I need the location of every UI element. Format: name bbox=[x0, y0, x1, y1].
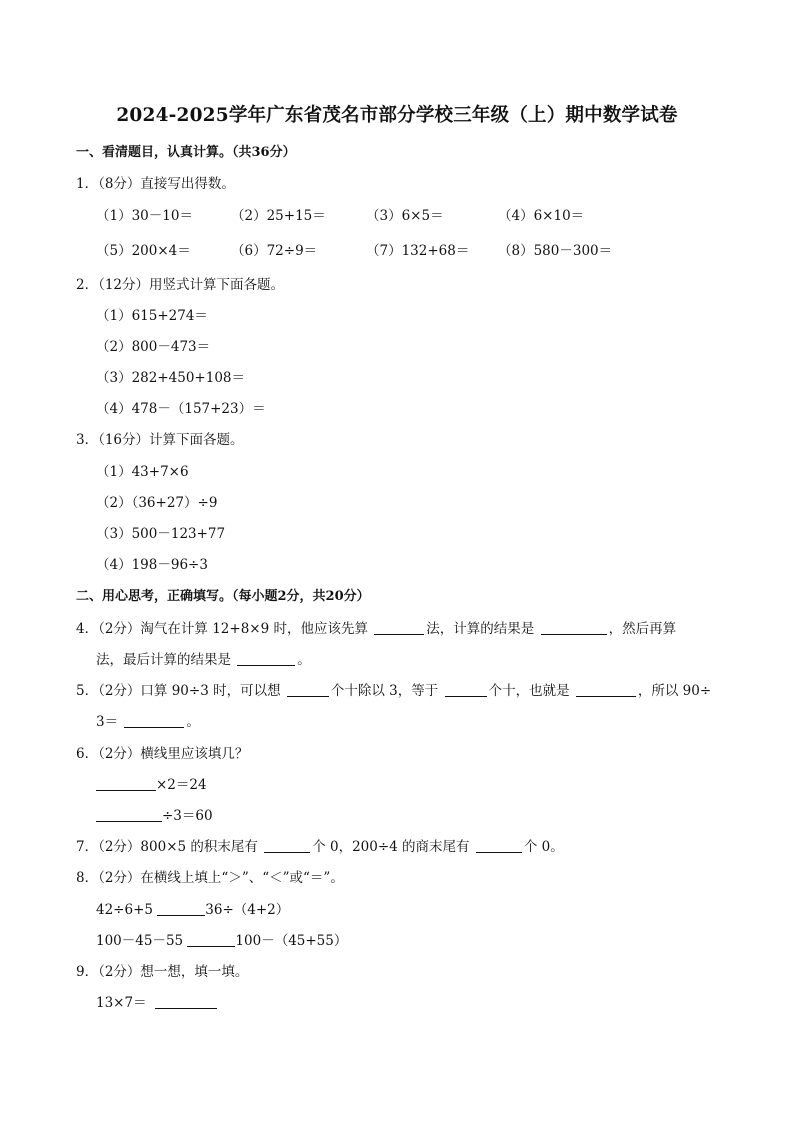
q8-blank-2[interactable] bbox=[187, 933, 235, 947]
q8-blank-1[interactable] bbox=[157, 902, 205, 916]
question-5-line-2 bbox=[96, 714, 200, 730]
q1-item-2: （2）25+15＝ bbox=[231, 208, 326, 224]
q3-item-3: （3）500－123+77 bbox=[96, 526, 226, 542]
q5-blank-2[interactable] bbox=[445, 683, 487, 697]
q9-text-1: 13×7＝ bbox=[96, 995, 147, 1011]
q8-line-1 bbox=[96, 902, 289, 918]
question-4-line-2 bbox=[96, 652, 311, 668]
question-7 bbox=[76, 839, 564, 855]
question-1-stem: 1．（8分）直接写出得数。 bbox=[76, 176, 235, 192]
question-8-stem: 8．（2分）在横线上填上“＞”、“＜”或“＝”。 bbox=[76, 870, 344, 886]
q8-text-2a: 100－45－55 bbox=[96, 933, 184, 949]
q1-item-8: （8）580－300＝ bbox=[498, 243, 613, 259]
q8-text-1a: 42÷6+5 bbox=[96, 902, 153, 918]
q1-item-3: （3）6×5＝ bbox=[366, 208, 444, 224]
question-5-line-1 bbox=[76, 683, 711, 699]
q3-item-2: （2）（36+27）÷9 bbox=[96, 495, 218, 511]
q5-text-2: 个十除以 3，等于 bbox=[330, 683, 439, 699]
q6-text-1: ×2＝24 bbox=[156, 777, 207, 793]
q8-text-2b: 100－（45+55） bbox=[235, 933, 348, 949]
q4-text-5: 。 bbox=[297, 652, 311, 668]
q6-blank-1[interactable] bbox=[96, 777, 156, 791]
page-title: 2024-2025学年广东省茂名市部分学校三年级（上）期中数学试卷 bbox=[116, 105, 678, 126]
q4-text-1: 4．（2分）淘气在计算 12+8×9 时，他应该先算 bbox=[76, 621, 368, 637]
q4-blank-1[interactable] bbox=[374, 621, 424, 635]
q4-text-4: 法，最后计算的结果是 bbox=[96, 652, 231, 668]
question-4-line-1 bbox=[76, 621, 676, 637]
q2-item-4: （4）478－（157+23）＝ bbox=[96, 401, 266, 417]
question-6-stem: 6．（2分）横线里应该填几？ bbox=[76, 746, 249, 762]
q7-text-1: 7．（2分）800×5 的积末尾有 bbox=[76, 839, 258, 855]
q5-text-6: 。 bbox=[186, 714, 200, 730]
section-2-heading: 二、用心思考，正确填写。（每小题2分，共20分） bbox=[76, 589, 370, 604]
q6-line-2 bbox=[96, 808, 213, 824]
q3-item-1: （1）43+7×6 bbox=[96, 464, 189, 480]
q6-text-2: ÷3＝60 bbox=[162, 808, 213, 824]
question-9-stem: 9．（2分）想一想，填一填。 bbox=[76, 964, 249, 980]
q5-blank-1[interactable] bbox=[287, 683, 329, 697]
q5-text-1: 5．（2分）口算 90÷3 时，可以想 bbox=[76, 683, 281, 699]
q8-line-2 bbox=[96, 933, 347, 949]
q1-item-4: （4）6×10＝ bbox=[498, 208, 585, 224]
q5-text-4: ，所以 90÷ bbox=[637, 683, 712, 699]
q2-item-3: （3）282+450+108＝ bbox=[96, 370, 246, 386]
q5-text-5: 3＝ bbox=[96, 714, 119, 730]
question-3-stem: 3．（16分）计算下面各题。 bbox=[76, 432, 244, 448]
q6-line-1 bbox=[96, 777, 207, 793]
q3-item-4: （4）198－96÷3 bbox=[96, 557, 208, 573]
q7-blank-2[interactable] bbox=[476, 839, 522, 853]
q7-text-2: 个 0，200÷4 的商末尾有 bbox=[312, 839, 470, 855]
q5-blank-4[interactable] bbox=[124, 714, 184, 728]
q4-text-3: ，然后再算 bbox=[608, 621, 677, 637]
q4-blank-2[interactable] bbox=[541, 621, 607, 635]
section-1-heading: 一、看清题目，认真计算。（共36分） bbox=[76, 145, 296, 160]
q6-blank-2[interactable] bbox=[96, 808, 162, 822]
q4-blank-3[interactable] bbox=[237, 652, 295, 666]
q2-item-2: （2）800－473＝ bbox=[96, 339, 211, 355]
q5-text-3: 个十，也就是 bbox=[488, 683, 570, 699]
q1-item-7: （7）132+68＝ bbox=[366, 243, 470, 259]
q5-blank-3[interactable] bbox=[576, 683, 636, 697]
q8-text-1b: 36÷（4+2） bbox=[205, 902, 290, 918]
q7-blank-1[interactable] bbox=[264, 839, 310, 853]
q1-item-5: （5）200×4＝ bbox=[96, 243, 191, 259]
q4-text-2: 法，计算的结果是 bbox=[426, 621, 535, 637]
q2-item-1: （1）615+274＝ bbox=[96, 308, 208, 324]
q1-item-1: （1）30－10＝ bbox=[96, 208, 193, 224]
q1-item-6: （6）72÷9＝ bbox=[231, 243, 318, 259]
q7-text-3: 个 0。 bbox=[523, 839, 564, 855]
question-2-stem: 2．（12分）用竖式计算下面各题。 bbox=[76, 277, 285, 293]
q9-line-1 bbox=[96, 995, 217, 1011]
q9-blank-1[interactable] bbox=[155, 995, 217, 1009]
